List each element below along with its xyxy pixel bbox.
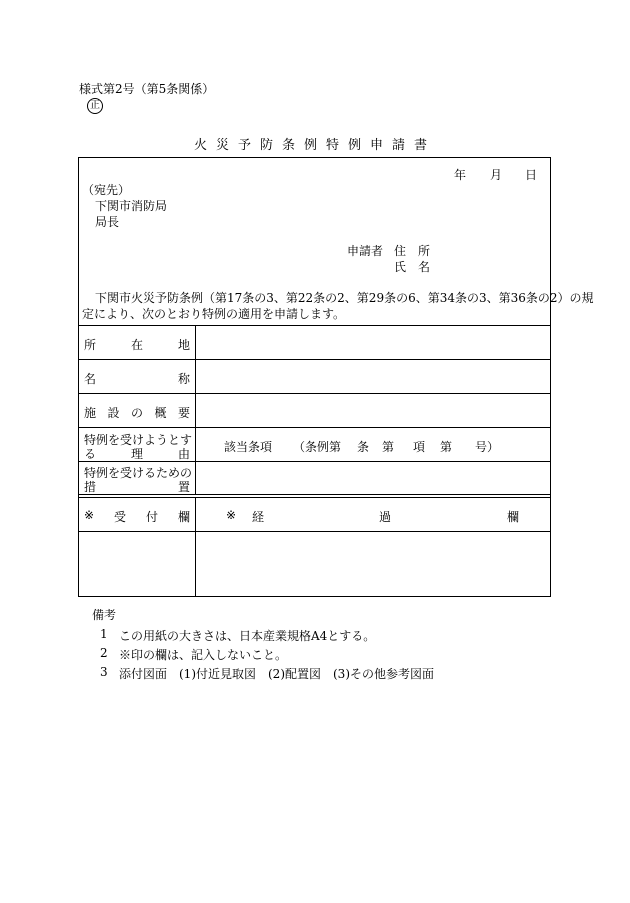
note-text: ※印の欄は、記入しないこと。 xyxy=(119,648,288,662)
form-number: 様式第2号（第5条関係） xyxy=(79,82,215,96)
date-month-label: 月 xyxy=(490,168,503,182)
divider-line xyxy=(78,531,551,532)
note-text: この用紙の大きさは、日本産業規格A4とする。 xyxy=(119,629,376,643)
name-label: 名 称 xyxy=(84,372,190,386)
addressee-prefix: （宛先） xyxy=(82,183,131,197)
article-paren-open: （条例第 xyxy=(293,440,342,454)
article-label: 該当条項 xyxy=(224,440,273,454)
note-number: 2 xyxy=(100,646,108,660)
applicant-label: 申請者 xyxy=(347,244,384,258)
notes-heading: 備考 xyxy=(92,608,117,622)
addressee-chief: 局長 xyxy=(95,215,120,229)
note-number: 1 xyxy=(100,627,108,641)
article-dai-2: 第 xyxy=(440,440,453,454)
facility-overview-label: 施 設 の 概 要 xyxy=(84,406,190,420)
sei-stamp-mark: 正 xyxy=(87,98,103,114)
column-divider xyxy=(195,325,196,494)
note-number: 3 xyxy=(100,665,108,679)
divider-line xyxy=(78,427,551,428)
article-dai-1: 第 xyxy=(382,440,395,454)
divider-line xyxy=(78,359,551,360)
progress-column-kei: 経 xyxy=(252,510,265,524)
reception-column-header: ※ 受 付 欄 xyxy=(84,508,190,524)
applicant-name-label: 氏 名 xyxy=(394,260,431,274)
document-title: 火災予防条例特例申請書 xyxy=(193,138,436,153)
article-jo: 条 xyxy=(357,440,370,454)
divider-line xyxy=(78,393,551,394)
divider-line xyxy=(78,325,551,326)
article-ko: 項 xyxy=(413,440,426,454)
column-divider xyxy=(195,497,196,597)
progress-column-mark: ※ xyxy=(226,508,237,522)
application-statement-line2: 定により、次のとおり特例の適用を申請します。 xyxy=(82,307,346,321)
date-day-label: 日 xyxy=(525,168,538,182)
measures-label-line2: 措 置 xyxy=(84,480,190,494)
reason-label-line1: 特例を受けようとす xyxy=(84,433,193,447)
divider-line xyxy=(78,497,551,498)
progress-column-ka: 過 xyxy=(379,510,392,524)
note-text: 添付図面 (1)付近見取図 (2)配置図 (3)その他参考図面 xyxy=(119,667,434,681)
article-go: 号） xyxy=(475,440,500,454)
location-label: 所 在 地 xyxy=(84,338,190,352)
addressee-office: 下関市消防局 xyxy=(95,199,168,213)
reason-label-line2: る 理 由 xyxy=(84,447,190,461)
progress-column-ran: 欄 xyxy=(507,510,520,524)
applicant-address-label: 住 所 xyxy=(394,244,431,258)
measures-label-line1: 特例を受けるための xyxy=(84,466,193,480)
application-statement-line1: 下関市火災予防条例（第17条の3、第22条の2、第29条の6、第34条の3、第36条の2）の規 xyxy=(95,291,594,305)
date-year-label: 年 xyxy=(454,168,467,182)
